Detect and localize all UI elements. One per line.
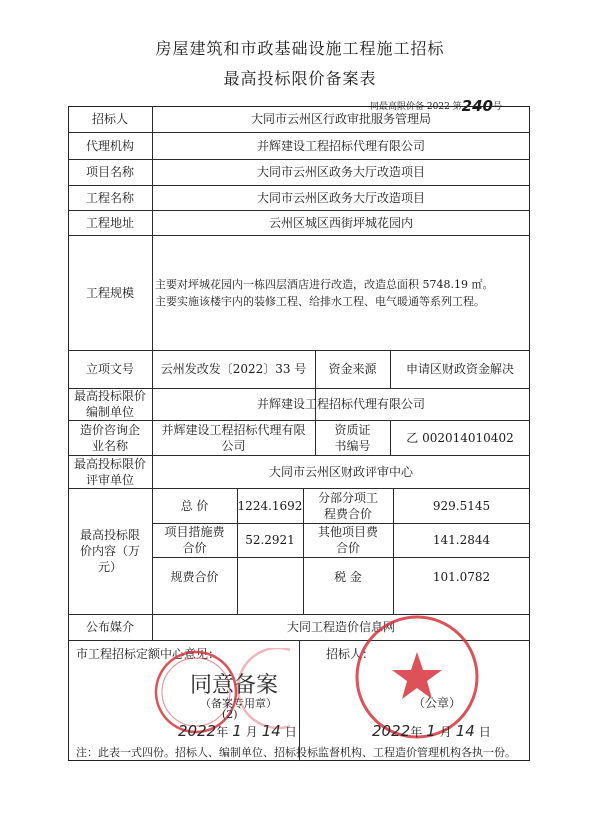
tax-value: 101.0782	[432, 570, 491, 584]
compile-unit-label: 最高投标限价编制单位	[74, 389, 147, 419]
center-opinion-label: 市工程招标定额中心意见：	[76, 647, 221, 661]
project-name-value: 大同市云州区政务大厅改造项目	[256, 165, 425, 179]
right-date-year-unit: 年	[410, 725, 423, 739]
left-date-year-unit: 年	[216, 725, 229, 739]
regulatory-fee-label: 规费合价	[170, 570, 219, 584]
certificate-value: 乙 002014010402	[406, 430, 514, 445]
document-title-line2: 最高投标限价备案表	[223, 69, 377, 88]
approval-value: 云州发改发〔2022〕33 号	[160, 362, 307, 376]
total-price-label: 总 价	[180, 498, 209, 513]
right-date-month: 1	[426, 722, 436, 740]
right-date-day: 14	[455, 722, 475, 740]
consult-company-label: 造价咨询企业名称	[79, 422, 140, 453]
scale-line-2: 主要实施该楼宇内的装修工程、给排水工程、电气暖通等系列工程。	[155, 294, 485, 308]
scale-label: 工程规模	[85, 285, 134, 300]
right-date-year: 2022	[372, 722, 411, 740]
subitem-fee-value: 929.5145	[432, 498, 491, 513]
price-content-label: 最高投标限价内容（万元）	[79, 528, 140, 574]
right-date	[372, 722, 491, 740]
footnote: 注：此表一式四份。招标人、编制单位、招标投标监督机构、工程造价管理机构各执一份。	[76, 746, 516, 759]
tenderer-value: 大同市云州区行政审批服务管理局	[250, 112, 431, 126]
work-name-label: 工程名称	[85, 190, 134, 205]
filing-stamp-text: 同意备案	[190, 673, 279, 698]
measure-fee-label: 项目措施费合价	[164, 525, 225, 555]
agency-label: 代理机构	[85, 138, 134, 153]
document-title-line1: 房屋建筑和市政基础设施工程施工招标	[155, 39, 445, 58]
address-value: 云州区城区西街坪城花园内	[268, 215, 413, 230]
tax-label: 税 金	[334, 570, 362, 584]
left-date-day-unit: 日	[284, 725, 297, 739]
subitem-fee-label: 分部分项工程费合价	[317, 490, 378, 521]
filing-stamp-sub: （备案专用章）	[200, 697, 277, 710]
review-unit-value: 大同市云州区财政评审中心	[268, 464, 413, 479]
right-date-month-unit: 月	[439, 725, 452, 739]
compile-unit-value: 并辉建设工程招标代理有限公司	[256, 397, 425, 411]
scale-value	[152, 235, 530, 350]
total-price-value: 1224.1692	[237, 498, 303, 513]
review-unit-label: 最高投标限价评审单位	[74, 456, 147, 487]
work-name-value: 大同市云州区政务大厅改造项目	[256, 190, 425, 205]
publish-media-value: 大同工程造价信息网	[286, 620, 395, 634]
address-label: 工程地址	[85, 215, 134, 230]
filing-stamp-number: (2)	[222, 708, 238, 721]
consult-company-value: 并辉建设工程招标代理有限公司	[161, 422, 306, 453]
project-name-label: 项目名称	[85, 165, 134, 179]
right-date-day-unit: 日	[478, 725, 491, 739]
left-date-year: 2022	[178, 722, 217, 740]
official-seal-note: （公章）	[413, 696, 462, 710]
left-date-month-unit: 月	[245, 725, 258, 739]
measure-fee-value: 52.2921	[245, 533, 295, 547]
publish-media-label: 公布媒介	[85, 620, 134, 634]
regulatory-fee-value	[237, 557, 303, 614]
tenderer-sign-label: 招标人：	[326, 647, 375, 661]
fund-source-value: 申请区财政资金解决	[405, 362, 514, 376]
approval-label: 立项文号	[85, 362, 134, 376]
other-fee-label: 其他项目费合价	[317, 525, 378, 555]
left-date-day: 14	[261, 722, 281, 740]
fund-source-label: 资金来源	[328, 362, 377, 376]
left-date-month: 1	[232, 722, 242, 740]
certificate-label: 资质证书编号	[334, 422, 371, 453]
scale-line-1: 主要对坪城花园内一栋四层酒店进行改造，改造总面积 5748.19 ㎡。	[155, 277, 494, 291]
record-number-suffix: 号	[492, 102, 502, 112]
agency-value: 并辉建设工程招标代理有限公司	[256, 138, 425, 153]
left-date	[178, 722, 297, 740]
record-number-prefix: 同最高限价备 2022 第	[370, 102, 462, 112]
tenderer-label: 招标人	[91, 112, 128, 126]
other-fee-value: 141.2844	[432, 533, 491, 547]
record-number-handwritten: 240	[461, 97, 493, 115]
